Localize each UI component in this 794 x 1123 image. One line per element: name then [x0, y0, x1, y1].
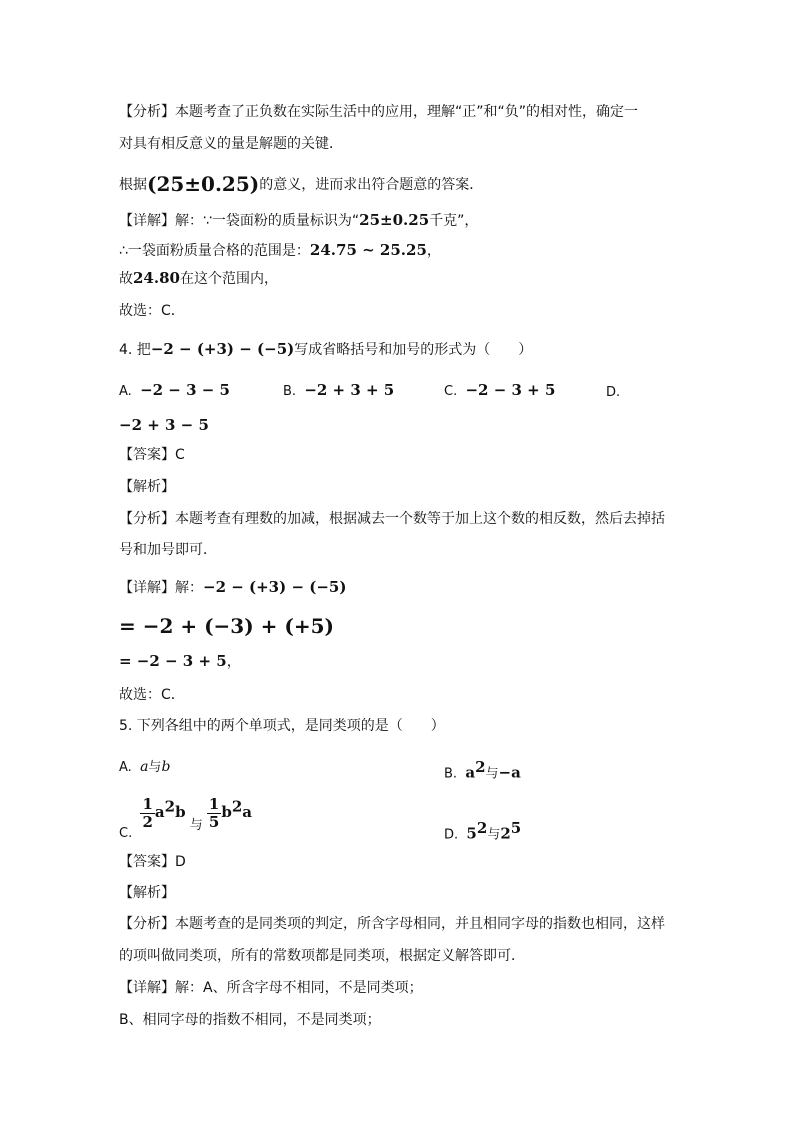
analysis-4-line-1: 【分析】本题考查有理数的加减，根据减去一个数等于加上这个数的相反数，然后去掉括: [119, 511, 665, 527]
math-tolerance: (25±0.25): [147, 172, 260, 196]
analysis-5-line-1: 【分析】本题考查的是同类项的判定，所含字母相同，并且相同字母的指数也相同，这样: [119, 916, 665, 932]
detail-5-line-2: B、相同字母的指数不相同，不是同类项；: [119, 1012, 381, 1028]
math-expression: −2 − (+3) − (−5): [203, 578, 347, 596]
answer-4: 【答案】C: [119, 447, 185, 463]
answer-5: 【答案】D: [119, 854, 186, 870]
choice-line: 故选：C．: [119, 303, 185, 319]
detail-line-3: 故24.80在这个范围内，: [119, 269, 278, 287]
step-2: = −2 − 3 + 5，: [119, 652, 241, 670]
q5-option-b: B. $a^2$与−a: [444, 758, 521, 782]
analysis-line-2: 对具有相反意义的量是解题的关键．: [119, 136, 343, 152]
fraction-one-half: $\frac{1}{2}$: [142, 795, 153, 831]
detail-line-1: 【详解】解：∵一袋面粉的质量标识为“25±0.25千克”，: [119, 211, 479, 229]
analysis-5-line-2: 的项叫做同类项，所有的常数项都是同类项，根据定义解答即可．: [119, 948, 525, 964]
analysis-title-4: 【解析】: [119, 479, 175, 495]
math-range: 24.75 ~ 25.25: [309, 241, 427, 259]
q5-option-d: D. $5^2$与$2^5$: [444, 819, 522, 843]
analysis-title-5: 【解析】: [119, 885, 175, 901]
q4-option-a: A. −2 − 3 − 5: [119, 381, 230, 399]
question-5: 5. 下列各组中的两个单项式，是同类项的是（ ）: [119, 718, 445, 734]
q5-option-a: A. a与b: [119, 759, 171, 775]
analysis-4-line-2: 号和加号即可．: [119, 542, 217, 558]
detail-5-line-1: 【详解】解：A、所含字母不相同，不是同类项；: [119, 980, 423, 996]
analysis-line-1: 【分析】本题考查了正负数在实际生活中的应用，理解“正”和“负”的相对性，确定一: [119, 104, 639, 120]
q4-option-d-value: −2 + 3 − 5: [119, 416, 209, 434]
step-1: = −2 + (−3) + (+5): [119, 614, 334, 638]
fraction-one-fifth: $\frac{1}{5}$: [208, 795, 220, 831]
q4-option-d-label: D.: [606, 385, 621, 400]
math-label: 25±0.25: [359, 211, 430, 229]
math-expression: −2 − (+3) − (−5): [150, 340, 295, 358]
math-value: 24.80: [133, 269, 180, 287]
q4-option-b: B. −2 + 3 + 5: [283, 381, 395, 399]
q5-option-c: C. $\frac{1}{2}$ $a^2b$ 与 $\frac{1}{5}$ $b^2a$: [119, 795, 252, 841]
basis-line: 根据(25±0.25)的意义，进而求出符合题意的答案．: [119, 172, 484, 196]
question-4: 4. 把−2 − (+3) − (−5)写成省略括号和加号的形式为（ ）: [119, 340, 533, 358]
detail-line-2: ∴一袋面粉质量合格的范围是：24.75 ~ 25.25，: [119, 241, 441, 259]
q4-option-c: C. −2 − 3 + 5: [444, 381, 556, 399]
detail-4: 【详解】解：−2 − (+3) − (−5): [119, 578, 347, 596]
choice-4: 故选：C．: [119, 687, 185, 703]
